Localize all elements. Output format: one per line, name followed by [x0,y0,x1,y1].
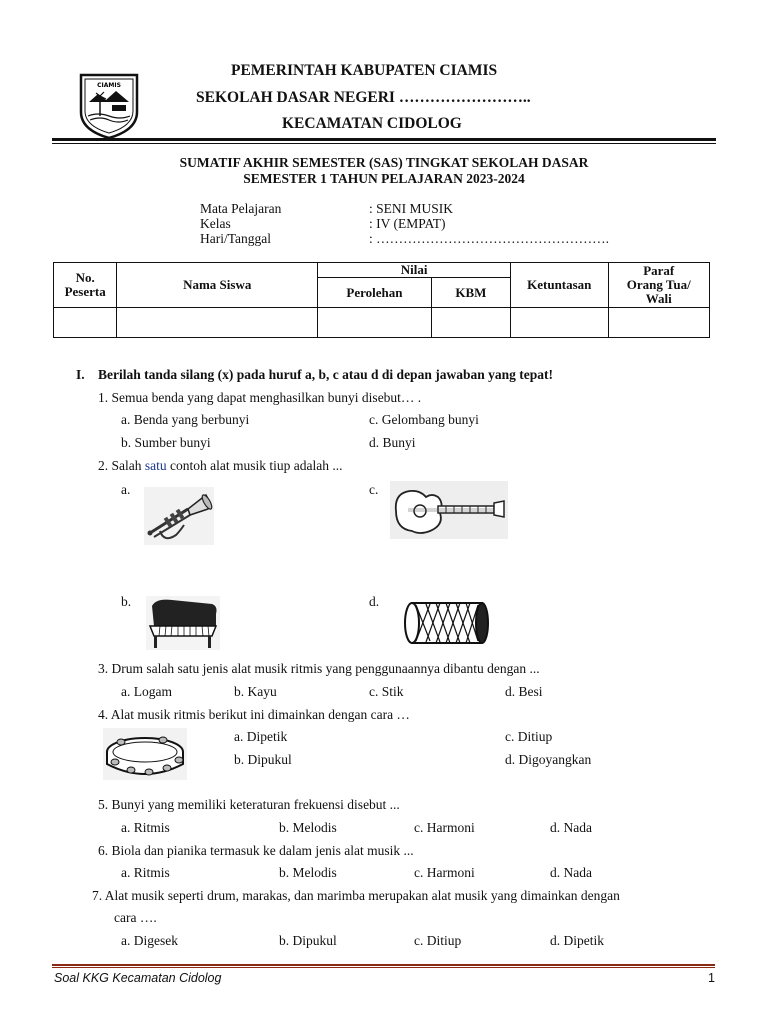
q1-option-a[interactable]: a. Benda yang berbunyi [121,412,250,427]
guitar-icon [390,481,508,539]
q7-option-b[interactable]: b. Dipukul [279,933,337,948]
q3-option-b[interactable]: b. Kayu [234,684,277,699]
q6-option-c[interactable]: c. Harmoni [414,865,475,880]
q5-option-b[interactable]: b. Melodis [279,820,337,835]
header-government: PEMERINTAH KABUPATEN CIAMIS [231,62,498,79]
info-value-date: : ……………………………………………. [369,231,610,246]
info-label-class: Kelas [200,216,231,231]
q2-text [98,458,342,474]
th-nilai: Nilai [318,263,511,278]
info-label-date: Hari/Tanggal [200,231,272,246]
q2-text-post: contoh alat musik tiup adalah ... [166,458,343,473]
info-label-subject: Mata Pelajaran [200,201,282,216]
score-table [53,262,710,338]
footer-rule-thin [52,967,715,968]
exam-subtitle: SEMESTER 1 TAHUN PELAJARAN 2023-2024 [243,171,525,186]
q1-option-c[interactable]: c. Gelombang bunyi [369,412,479,427]
q1-text: 1. Semua benda yang dapat menghasilkan bunyi disebut… . [98,390,422,405]
trumpet-icon [144,487,214,545]
header-district: KECAMATAN CIDOLOG [282,115,462,132]
q3-option-d[interactable]: d. Besi [505,684,543,699]
q7-text: 7. Alat musik seperti drum, marakas, dan marimba merupakan alat musik yang dimainkan dengan [92,888,620,903]
q2-option-c[interactable]: c. [369,482,379,497]
th-no-line2: Peserta [64,284,106,299]
page-number: 1 [708,971,715,985]
footer-rule [52,964,715,966]
cell-nama-siswa[interactable] [117,308,318,338]
th-perolehan: Perolehan [318,278,432,308]
section-instruction: Berilah tanda silang (x) pada huruf a, b, c atau d di depan jawaban yang tepat! [98,367,553,382]
q5-text: 5. Bunyi yang memiliki keteraturan frekuensi disebut ... [98,797,400,812]
q7-option-a[interactable]: a. Digesek [121,933,178,948]
info-value-class: : IV (EMPAT) [369,216,446,231]
cell-perolehan[interactable] [318,308,432,338]
q3-option-a[interactable]: a. Logam [121,684,172,699]
svg-text:CIAMIS: CIAMIS [97,82,121,89]
th-paraf-line3: Wali [645,291,672,306]
q3-text: 3. Drum salah satu jenis alat musik ritmis yang penggunaannya dibantu dengan ... [98,661,540,676]
q7-option-c[interactable]: c. Ditiup [414,933,462,948]
info-value-subject: : SENI MUSIK [369,201,454,216]
q2-text-highlight: satu [144,458,167,473]
q4-option-a[interactable]: a. Dipetik [234,729,288,744]
q6-option-b[interactable]: b. Melodis [279,865,337,880]
q4-option-b[interactable]: b. Dipukul [234,752,292,767]
q5-option-d[interactable]: d. Nada [550,820,592,835]
q5-option-a[interactable]: a. Ritmis [121,820,170,835]
piano-icon [146,596,220,650]
q6-option-a[interactable]: a. Ritmis [121,865,170,880]
cell-paraf[interactable] [608,308,710,338]
q2-text-pre: 2. Salah [98,458,145,473]
q3-option-c[interactable]: c. Stik [369,684,404,699]
th-paraf [608,263,710,308]
cell-ketuntasan[interactable] [511,308,608,338]
cell-no-peserta[interactable] [54,308,117,338]
q2-option-a[interactable]: a. [121,482,131,497]
exam-title: SUMATIF AKHIR SEMESTER (SAS) TINGKAT SEKOLAH DASAR [179,155,589,170]
q5-option-c[interactable]: c. Harmoni [414,820,475,835]
th-ketuntasan: Ketuntasan [511,263,608,308]
th-kbm: KBM [431,278,510,308]
q7-text-cont: cara …. [114,910,157,925]
q2-option-b[interactable]: b. [121,594,132,609]
header-divider [52,138,716,141]
q4-text: 4. Alat musik ritmis berikut ini dimainkan dengan cara … [98,707,410,722]
th-nama-siswa: Nama Siswa [117,263,318,308]
q4-option-d[interactable]: d. Digoyangkan [505,752,592,767]
q1-option-b[interactable]: b. Sumber bunyi [121,435,211,450]
ciamis-logo-icon [78,72,140,140]
th-no-peserta [54,263,117,308]
cell-kbm[interactable] [431,308,510,338]
th-paraf-line1: Paraf [643,263,675,278]
th-no-line1: No. [75,270,95,285]
q1-option-d[interactable]: d. Bunyi [369,435,416,450]
section-number: I. [76,367,85,382]
q6-option-d[interactable]: d. Nada [550,865,592,880]
header-school: SEKOLAH DASAR NEGERI …………………….. [196,89,531,106]
q2-option-d[interactable]: d. [369,594,380,609]
q6-text: 6. Biola dan pianika termasuk ke dalam jenis alat musik ... [98,843,414,858]
q4-option-c[interactable]: c. Ditiup [505,729,553,744]
footer-label: Soal KKG Kecamatan Cidolog [54,971,222,985]
header-divider-thin [52,143,716,144]
tambourine-icon [103,728,187,780]
th-paraf-line2: Orang Tua/ [626,277,691,292]
drum-icon [400,595,494,651]
q7-option-d[interactable]: d. Dipetik [550,933,604,948]
